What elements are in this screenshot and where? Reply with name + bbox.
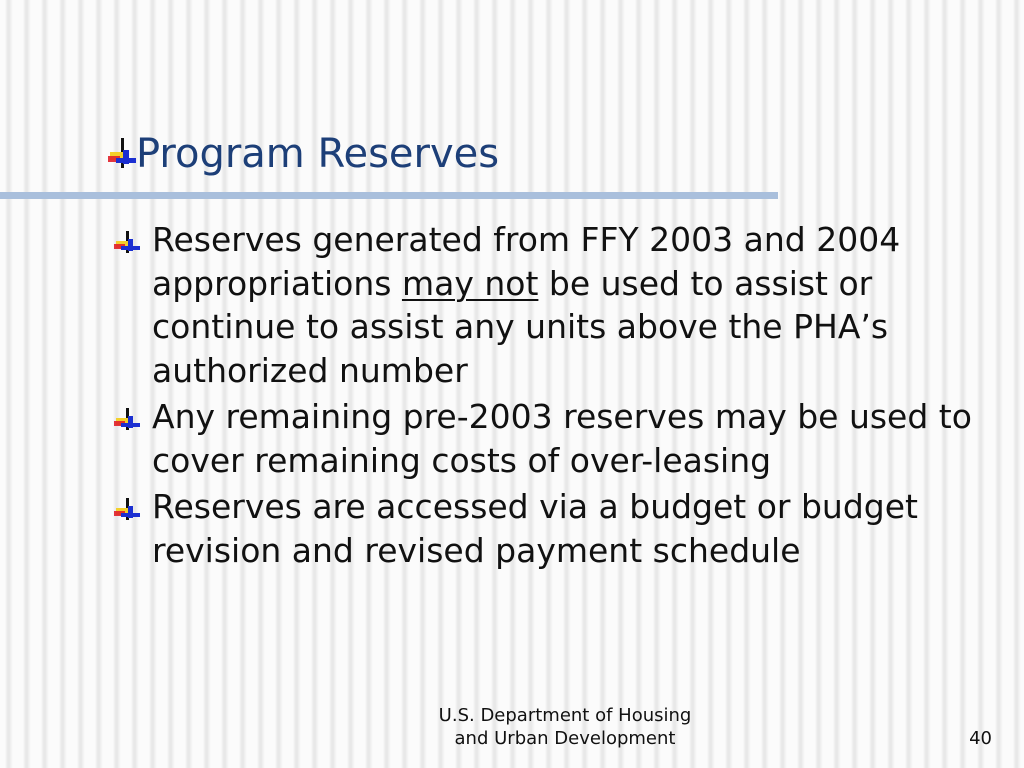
bullet-text-part: Any remaining pre-2003 reserves may be used to cover remaining costs of over-leasing bbox=[152, 397, 972, 480]
bullet-list bbox=[110, 218, 1010, 575]
title-divider bbox=[0, 192, 778, 199]
slide-title-row bbox=[108, 126, 499, 182]
page-number: 40 bbox=[969, 728, 992, 749]
bullet-item-2 bbox=[110, 395, 1010, 482]
bullet-text-part: Reserves generated from FFY 2003 and 2004 appropriations bbox=[152, 220, 901, 303]
footer-org-line-2: and Urban Development bbox=[454, 728, 676, 749]
arrow-bullet-icon bbox=[114, 224, 140, 252]
arrow-bullet-icon bbox=[108, 134, 136, 174]
bullet-text-part: Reserves are accessed via a budget or budget revision and revised payment schedule bbox=[152, 487, 918, 570]
arrow-bullet-icon bbox=[114, 401, 140, 429]
arrow-bullet-icon bbox=[114, 491, 140, 519]
slide-title: Program Reserves bbox=[136, 131, 500, 177]
bullet-text-part: be used to assist or continue to assist any units above the PHA’s authorized number bbox=[152, 263, 889, 390]
footer-org-line-1: U.S. Department of Housing bbox=[438, 705, 692, 726]
emphasis-text: may not bbox=[401, 263, 539, 303]
footer-organization bbox=[400, 704, 730, 750]
bullet-item-1 bbox=[110, 218, 1010, 392]
bullet-item-3 bbox=[110, 485, 1010, 572]
